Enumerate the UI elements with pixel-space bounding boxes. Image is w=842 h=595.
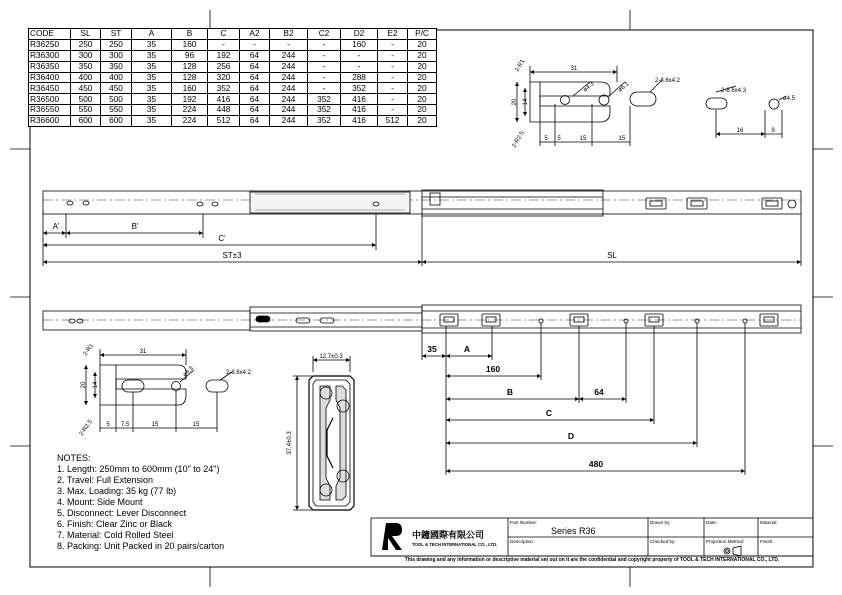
radius-r1-left: 2-R1 xyxy=(82,343,96,358)
slot-label-right: 2-8.6x4.3 xyxy=(721,88,747,94)
table-cell: 20 xyxy=(408,39,437,50)
table-cell: 352 xyxy=(308,116,341,127)
col-c: C xyxy=(208,29,240,40)
table-cell: 35 xyxy=(132,50,172,61)
table-cell: 35 xyxy=(132,116,172,127)
table-cell: 64 xyxy=(240,83,270,94)
table-cell: 244 xyxy=(270,116,308,127)
slot-label: 2-8.6x4.2 xyxy=(655,78,681,84)
table-cell: - xyxy=(378,39,408,50)
col-pc: P/C xyxy=(408,29,437,40)
checked-by-label: Checked by: xyxy=(650,539,676,544)
rail-extended xyxy=(43,305,801,475)
note-item: 8. Packing: Unit Packed in 20 pairs/carton xyxy=(57,541,225,551)
note-item: 3. Max. Loading: 35 kg (77 lb) xyxy=(57,486,177,496)
table-cell: R36600 xyxy=(29,116,71,127)
table-cell: - xyxy=(208,39,240,50)
table-cell: - xyxy=(378,94,408,105)
table-cell: 20 xyxy=(408,94,437,105)
table-cell: R36400 xyxy=(29,72,71,83)
table-cell: 512 xyxy=(378,116,408,127)
table-header-row xyxy=(29,29,437,40)
dim-d: D xyxy=(567,431,575,441)
notes-title: NOTES: xyxy=(57,453,91,463)
table-cell: 20 xyxy=(408,83,437,94)
table-cell: R36300 xyxy=(29,50,71,61)
col-d2: D2 xyxy=(341,29,378,40)
table-cell: 64 xyxy=(240,72,270,83)
table-cell: 192 xyxy=(172,94,208,105)
table-cell: 352 xyxy=(341,83,378,94)
table-cell: 35 xyxy=(132,72,172,83)
dim-14-left: 14 xyxy=(93,381,99,389)
hole-d43-label: ø4.3 xyxy=(582,81,596,94)
table-cell: - xyxy=(308,72,341,83)
table-cell: 448 xyxy=(208,105,240,116)
table-cell: R36500 xyxy=(29,94,71,105)
rail-closed-labels xyxy=(53,222,618,260)
col-e2: E2 xyxy=(378,29,408,40)
table-cell: 450 xyxy=(101,83,132,94)
dim-sl: SL xyxy=(607,251,617,260)
table-cell: 20 xyxy=(408,116,437,127)
table-cell: 224 xyxy=(172,116,208,127)
slot-label-left: 2-8.6x4.2 xyxy=(226,370,252,376)
table-cell: 352 xyxy=(308,94,341,105)
col-b2: B2 xyxy=(270,29,308,40)
dim-20: 20 xyxy=(512,98,518,106)
table-cell: 416 xyxy=(341,105,378,116)
dim-b-prime: B' xyxy=(131,222,139,231)
material-label: Material: xyxy=(760,520,778,525)
table-cell: 350 xyxy=(71,61,101,72)
bracket-left-view xyxy=(86,349,232,432)
cross-section-labels xyxy=(287,354,343,455)
hole-d61-label: ø6.1 xyxy=(617,81,631,94)
dim-35: 35 xyxy=(427,344,437,354)
radius-r2-label: 2-R2.5 xyxy=(511,130,526,149)
table-cell: 500 xyxy=(101,94,132,105)
bracket-left-labels xyxy=(79,343,252,438)
table-cell: 64 xyxy=(240,116,270,127)
table-cell: 128 xyxy=(172,61,208,72)
table-cell: - xyxy=(308,39,341,50)
rail-extended-labels xyxy=(427,344,604,469)
dim-profile-width: 12.7±0.3 xyxy=(319,354,343,360)
note-item: 4. Mount: Side Mount xyxy=(57,497,143,507)
table-cell: - xyxy=(270,39,308,50)
table-cell: 256 xyxy=(208,61,240,72)
table-cell: 320 xyxy=(208,72,240,83)
table-cell: 400 xyxy=(101,72,132,83)
table-row xyxy=(29,61,437,72)
dim-64: 64 xyxy=(594,387,604,397)
table-cell: 128 xyxy=(172,72,208,83)
table-cell: 450 xyxy=(71,83,101,94)
table-row xyxy=(29,105,437,116)
note-item: 2. Travel: Full Extension xyxy=(57,475,154,485)
table-cell: 350 xyxy=(101,61,132,72)
table-cell: R36450 xyxy=(29,83,71,94)
col-b: B xyxy=(172,29,208,40)
projection-label: Projection Method: xyxy=(706,539,745,544)
dim-5-left: 5 xyxy=(106,422,110,428)
dim-31: 31 xyxy=(570,66,578,72)
dim-15a-left: 15 xyxy=(151,422,159,428)
table-cell: 244 xyxy=(270,72,308,83)
table-cell: 550 xyxy=(101,105,132,116)
table-row xyxy=(29,116,437,127)
notes-section xyxy=(57,453,224,552)
radius-r2-left: 2-R2.5 xyxy=(78,418,94,438)
hole-label-right: ø4.5 xyxy=(783,96,796,102)
dim-5: 5 xyxy=(544,136,548,142)
radius-r1-label: 2-R1 xyxy=(514,58,527,73)
table-cell: 35 xyxy=(132,61,172,72)
table-cell: - xyxy=(341,50,378,61)
table-cell: 160 xyxy=(341,39,378,50)
bracket-top-view xyxy=(517,66,662,146)
company-name-en: TOOL & TECH INTERNATIONAL CO., LTD. xyxy=(412,542,498,547)
bracket-right-labels xyxy=(721,88,796,134)
table-cell: R36550 xyxy=(29,105,71,116)
finish-label: Finish: xyxy=(760,539,774,544)
table-cell: 416 xyxy=(341,116,378,127)
table-cell: 20 xyxy=(408,61,437,72)
copyright-footer: This drawing and any information or descriptive material set out on it are the confidential and copyright property of TOOL & TECH INTERNATIONAL CO., LTD. xyxy=(404,557,780,563)
table-cell: 35 xyxy=(132,105,172,116)
table-cell: 416 xyxy=(341,94,378,105)
table-cell: 400 xyxy=(71,72,101,83)
table-cell: 250 xyxy=(71,39,101,50)
dim-15a: 15 xyxy=(579,136,587,142)
table-row xyxy=(29,94,437,105)
dim-5b: 5 xyxy=(557,136,561,142)
table-cell: 244 xyxy=(270,94,308,105)
col-st: ST xyxy=(101,29,132,40)
table-cell: 550 xyxy=(71,105,101,116)
table-cell: - xyxy=(308,50,341,61)
dim-c: C xyxy=(545,408,553,418)
table-cell: 192 xyxy=(208,50,240,61)
dim-a: A xyxy=(463,344,471,354)
dim-15b-left: 15 xyxy=(192,422,200,428)
table-cell: 244 xyxy=(270,83,308,94)
dim-20-left: 20 xyxy=(81,381,87,389)
table-cell: 244 xyxy=(270,61,308,72)
table-cell: - xyxy=(308,61,341,72)
table-cell: 244 xyxy=(270,50,308,61)
dim-16: 16 xyxy=(736,128,744,134)
dim-31-left: 31 xyxy=(139,349,147,355)
table-cell: 35 xyxy=(132,39,172,50)
table-cell: - xyxy=(378,83,408,94)
table-cell: - xyxy=(308,83,341,94)
table-cell: 160 xyxy=(172,83,208,94)
table-cell: 64 xyxy=(240,50,270,61)
dim-480: 480 xyxy=(588,459,604,469)
dim-160: 160 xyxy=(485,364,501,374)
hole-label-left: ø4.3 xyxy=(182,365,195,379)
description-label: Description: xyxy=(510,539,535,544)
part-number-label: Part Number: xyxy=(510,520,538,525)
table-cell: 96 xyxy=(172,50,208,61)
table-cell: - xyxy=(378,61,408,72)
drawn-by-label: Drawn by: xyxy=(650,520,671,525)
table-cell: 35 xyxy=(132,94,172,105)
spec-table xyxy=(28,28,437,127)
rail-closed xyxy=(43,190,801,266)
col-sl: SL xyxy=(71,29,101,40)
col-a: A xyxy=(132,29,172,40)
table-cell: 300 xyxy=(101,50,132,61)
dim-b: B xyxy=(506,387,514,397)
table-cell: 244 xyxy=(270,105,308,116)
table-cell: 64 xyxy=(240,94,270,105)
dim-c-prime: C' xyxy=(218,234,226,243)
table-cell: 288 xyxy=(341,72,378,83)
table-cell: 600 xyxy=(101,116,132,127)
table-cell: R36350 xyxy=(29,61,71,72)
col-code: CODE xyxy=(29,29,71,40)
date-label: Date: xyxy=(706,520,717,525)
part-number-value: Series R36 xyxy=(551,526,596,536)
table-cell: 20 xyxy=(408,105,437,116)
rail-cross-section xyxy=(293,356,354,510)
table-cell: 352 xyxy=(208,83,240,94)
table-cell: - xyxy=(341,61,378,72)
note-item: 7. Material: Cold Rolled Steel xyxy=(57,530,174,540)
dim-9: 9 xyxy=(771,128,775,134)
col-a2: A2 xyxy=(240,29,270,40)
table-cell: - xyxy=(240,39,270,50)
table-cell: - xyxy=(378,50,408,61)
table-cell: 352 xyxy=(308,105,341,116)
dim-14: 14 xyxy=(523,98,529,106)
table-cell: 250 xyxy=(101,39,132,50)
dim-profile-height: 37.4±0.3 xyxy=(287,431,293,455)
table-cell: 300 xyxy=(71,50,101,61)
note-item: 5. Disconnect: Lever Disconnect xyxy=(57,508,187,518)
note-item: 1. Length: 250mm to 600mm (10" to 24") xyxy=(57,464,220,474)
table-cell: 500 xyxy=(71,94,101,105)
table-cell: 160 xyxy=(172,39,208,50)
table-row xyxy=(29,39,437,50)
table-row xyxy=(29,50,437,61)
table-cell: 20 xyxy=(408,50,437,61)
dim-st: ST±3 xyxy=(222,251,242,260)
table-cell: 224 xyxy=(172,105,208,116)
table-cell: 416 xyxy=(208,94,240,105)
dim-7-5-left: 7.5 xyxy=(120,422,130,428)
company-name-cn: 中鐘國際有限公司 xyxy=(412,530,485,540)
table-row xyxy=(29,72,437,83)
table-cell: 20 xyxy=(408,72,437,83)
table-cell: R36250 xyxy=(29,39,71,50)
col-c2: C2 xyxy=(308,29,341,40)
table-cell: 64 xyxy=(240,105,270,116)
table-cell: 35 xyxy=(132,83,172,94)
table-cell: - xyxy=(378,105,408,116)
dim-a-prime: A' xyxy=(52,222,60,231)
table-cell: - xyxy=(378,72,408,83)
table-cell: 64 xyxy=(240,61,270,72)
table-cell: 600 xyxy=(71,116,101,127)
table-row xyxy=(29,83,437,94)
dim-15b: 15 xyxy=(618,136,626,142)
note-item: 6. Finish: Clear Zinc or Black xyxy=(57,519,173,529)
table-cell: 512 xyxy=(208,116,240,127)
